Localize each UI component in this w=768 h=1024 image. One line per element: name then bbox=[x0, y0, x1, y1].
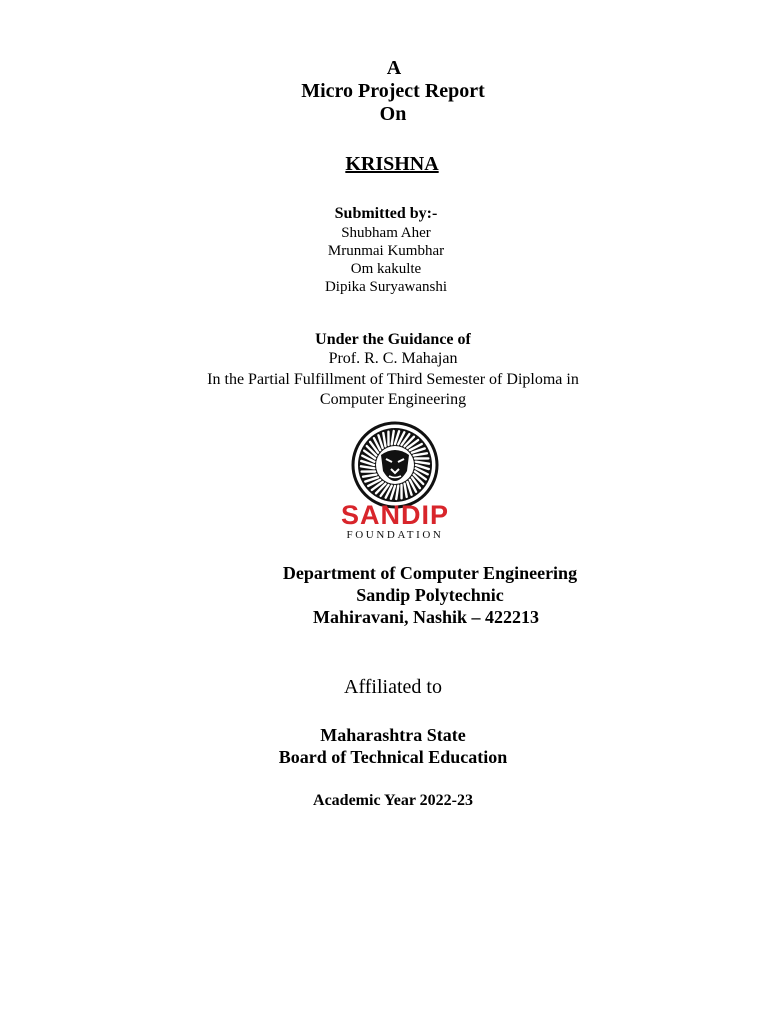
member-name: Dipika Suryawanshi bbox=[324, 279, 448, 295]
logo-name: SANDIP bbox=[340, 500, 450, 530]
fulfillment-text: In the Partial Fulfillment of Third Semester of Diploma in bbox=[207, 371, 579, 388]
affiliated-label: Affiliated to bbox=[344, 676, 442, 698]
heading-article: A bbox=[386, 57, 402, 79]
lion-emblem-icon bbox=[322, 421, 468, 541]
heading-on: On bbox=[379, 103, 407, 125]
member-name: Om kakulte bbox=[350, 261, 422, 277]
board-name-line2: Board of Technical Education bbox=[278, 747, 508, 767]
guide-name: Prof. R. C. Mahajan bbox=[328, 350, 458, 367]
member-name: Shubham Aher bbox=[341, 225, 431, 241]
logo-tagline: FOUNDATION bbox=[346, 529, 444, 541]
member-name: Mrunmai Kumbhar bbox=[327, 243, 445, 259]
academic-year: Academic Year 2022-23 bbox=[313, 792, 473, 809]
board-name-line1: Maharashtra State bbox=[320, 725, 466, 745]
sandip-foundation-logo bbox=[322, 421, 468, 541]
project-title: KRISHNA bbox=[345, 153, 439, 175]
guidance-label: Under the Guidance of bbox=[315, 331, 471, 348]
college-address: Mahiravani, Nashik – 422213 bbox=[312, 607, 540, 627]
fulfillment-text-branch: Computer Engineering bbox=[319, 391, 467, 408]
department-name: Department of Computer Engineering bbox=[282, 563, 578, 583]
submitted-by-label: Submitted by:- bbox=[334, 205, 438, 222]
heading-report-type: Micro Project Report bbox=[301, 80, 485, 102]
college-name: Sandip Polytechnic bbox=[356, 585, 504, 605]
